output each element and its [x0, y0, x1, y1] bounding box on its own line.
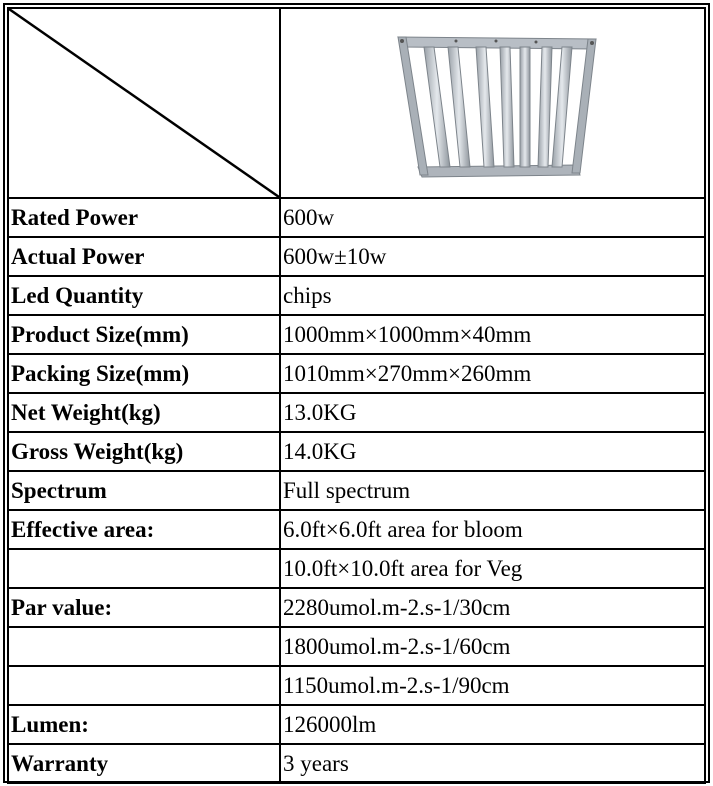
- row-value: 600w: [281, 199, 706, 238]
- row-label: Effective area:: [7, 511, 281, 550]
- table-row: [7, 550, 706, 589]
- table-row: [7, 745, 706, 784]
- row-value: 14.0KG: [281, 433, 706, 472]
- table-row: [7, 394, 706, 433]
- row-label: [7, 550, 281, 589]
- row-value: chips: [281, 277, 706, 316]
- row-value: 6.0ft×6.0ft area for bloom: [281, 511, 706, 550]
- product-image-cell: [281, 7, 706, 199]
- table-row: [7, 433, 706, 472]
- table-row: [7, 277, 706, 316]
- table-row: [7, 316, 706, 355]
- row-label: Packing Size(mm): [7, 355, 281, 394]
- row-value: 13.0KG: [281, 394, 706, 433]
- table-row: [7, 589, 706, 628]
- row-value: 126000lm: [281, 706, 706, 745]
- table-row: [7, 472, 706, 511]
- table-row: [7, 511, 706, 550]
- row-label: Net Weight(kg): [7, 394, 281, 433]
- row-value: Full spectrum: [281, 472, 706, 511]
- row-label: Par value:: [7, 589, 281, 628]
- row-value: 1010mm×270mm×260mm: [281, 355, 706, 394]
- diagonal-line: [9, 9, 279, 197]
- table-row: [7, 238, 706, 277]
- grow-light-image: [396, 29, 606, 179]
- row-label: Warranty: [7, 745, 281, 784]
- row-value: 2280umol.m-2.s-1/30cm: [281, 589, 706, 628]
- row-label: [7, 628, 281, 667]
- row-label: Gross Weight(kg): [7, 433, 281, 472]
- row-label: Rated Power: [7, 199, 281, 238]
- row-value: 3 years: [281, 745, 706, 784]
- table-row: [7, 667, 706, 706]
- row-value: 600w±10w: [281, 238, 706, 277]
- row-label: Product Size(mm): [7, 316, 281, 355]
- row-value: 1150umol.m-2.s-1/90cm: [281, 667, 706, 706]
- row-value: 10.0ft×10.0ft area for Veg: [281, 550, 706, 589]
- diagonal-header-cell: [7, 7, 281, 199]
- row-label: Lumen:: [7, 706, 281, 745]
- spec-table: [7, 7, 706, 784]
- header-row: [7, 7, 706, 199]
- row-value: 1800umol.m-2.s-1/60cm: [281, 628, 706, 667]
- table-row: [7, 706, 706, 745]
- row-label: Actual Power: [7, 238, 281, 277]
- table-row: [7, 628, 706, 667]
- table-row: [7, 199, 706, 238]
- row-label: Led Quantity: [7, 277, 281, 316]
- table-row: [7, 355, 706, 394]
- row-value: 1000mm×1000mm×40mm: [281, 316, 706, 355]
- row-label: [7, 667, 281, 706]
- row-label: Spectrum: [7, 472, 281, 511]
